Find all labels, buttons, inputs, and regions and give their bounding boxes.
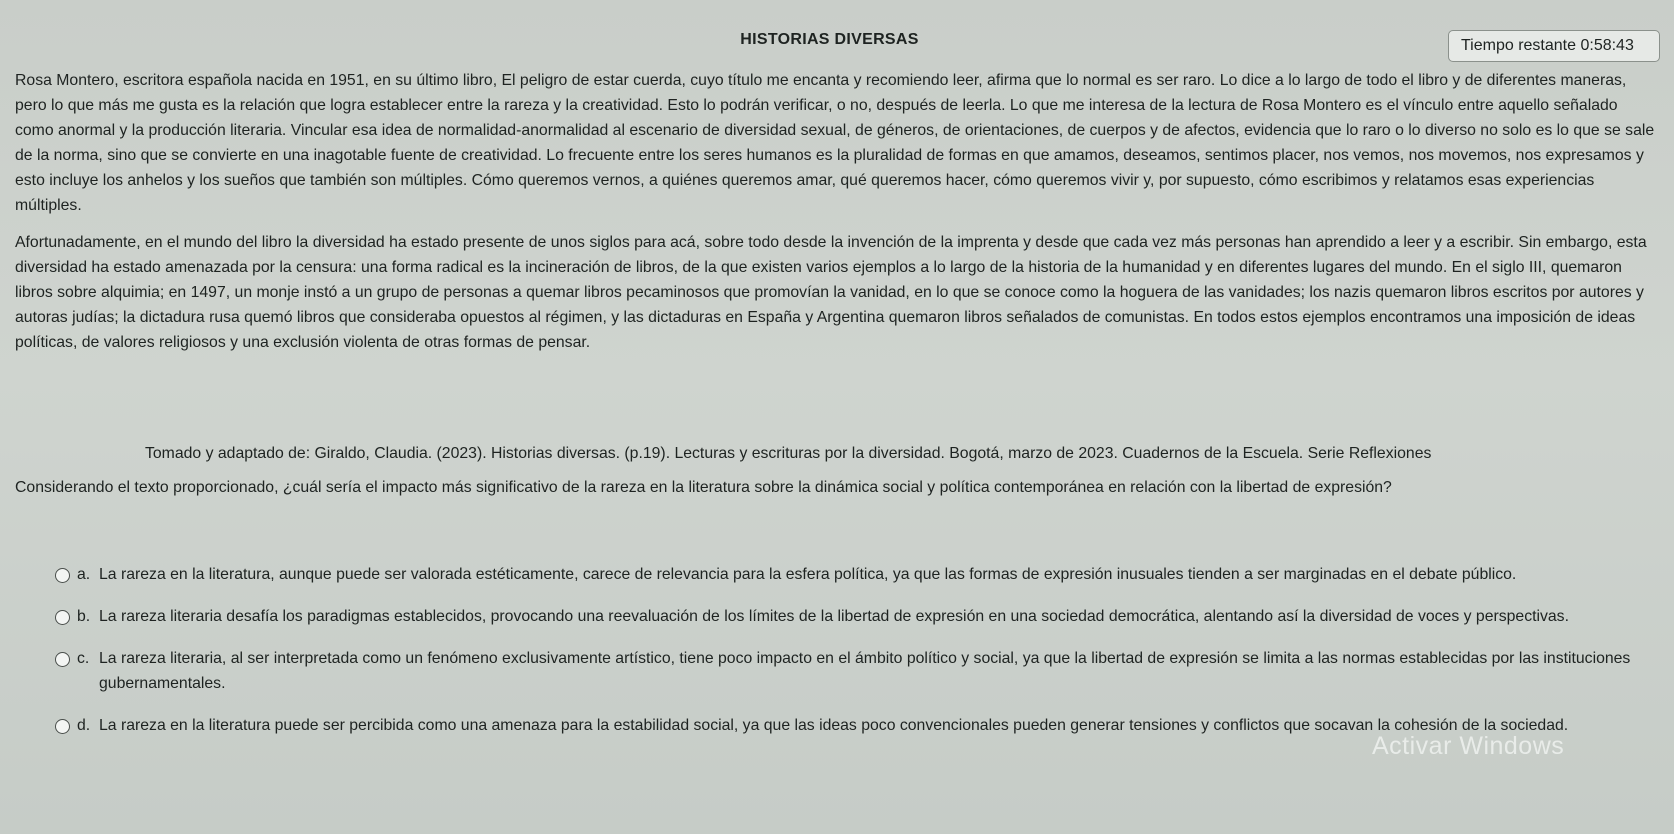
radio-button-d[interactable] (55, 719, 70, 734)
option-text: La rareza literaria desafía los paradigmas establecidos, provocando una reevaluación de los límites de la libertad de expresión en una sociedad democrática, alentando así la diversidad de voces y perspectivas. (99, 608, 1569, 625)
timer-label: Tiempo restante (1461, 37, 1577, 54)
option-a[interactable] (55, 562, 1655, 587)
answer-options (55, 562, 1655, 738)
activation-watermark: Activar Windows (1372, 732, 1565, 760)
question-text: Considerando el texto proporcionado, ¿cuál sería el impacto más significativo de la rareza en la literatura sobre la dinámica social y política contemporánea en relación con la libertad de expresión? (15, 479, 1392, 496)
option-letter: a. (77, 566, 91, 583)
option-text: La rareza en la literatura, aunque puede ser valorada estéticamente, carece de relevancia para la esfera política, ya que las formas de expresión inusuales tienden a ser marginadas en el debate público. (99, 566, 1517, 583)
passage-paragraph-2: Afortunadamente, en el mundo del libro la diversidad ha estado presente de unos siglos para acá, sobre todo desde la invención de la imprenta y desde que cada vez más personas han aprendido a leer y a escribir. Sin embargo, esta diversidad ha estado amenazada por la censura: una forma radical es la incineración de libros, de la que existen varios ejemplos a lo largo de la historia de la humanidad y en diferentes lugares del mundo. En el siglo III, quemaron libros sobre alquimia; en 1497, un monje instó a un grupo de personas a quemar libros pecaminosos que promovían la vanidad, en lo que se conoce como la hoguera de las vanidades; los nazis quemaron libros escritos por autores y autoras judías; la dictadura rusa quemó libros que consideraba opuestos al régimen, y las dictaduras en España y Argentina quemaron libros señalados de comunistas. En todos estos ejemplos encontramos una imposición de ideas políticas, de valores religiosos y una exclusión violenta de otras formas de pensar. (15, 234, 1647, 351)
page-title: HISTORIAS DIVERSAS (740, 31, 919, 48)
option-c[interactable] (55, 646, 1655, 696)
reading-passage (15, 68, 1655, 367)
passage-citation: Tomado y adaptado de: Giraldo, Claudia. (2023). Historias diversas. (p.19). Lecturas y escrituras por la diversidad. Bogotá, marzo de 2023. Cuadernos de la Escuela. Serie Reflexiones (145, 445, 1432, 462)
radio-button-a[interactable] (55, 568, 70, 583)
timer-value: 0:58:43 (1580, 37, 1634, 54)
option-letter: d. (77, 717, 91, 734)
radio-button-b[interactable] (55, 610, 70, 625)
option-text: La rareza en la literatura puede ser percibida como una amenaza para la estabilidad social, ya que las ideas poco convencionales pueden generar tensiones y conflictos que socavan la cohesión de la sociedad. (99, 717, 1569, 734)
option-b[interactable] (55, 604, 1655, 629)
option-text: La rareza literaria, al ser interpretada como un fenómeno exclusivamente artístico, tiene poco impacto en el ámbito político y social, ya que la libertad de expresión se limita a las normas establecidas por las instituciones gubernamentales. (99, 650, 1631, 692)
option-letter: b. (77, 608, 91, 625)
timer-box (1448, 30, 1660, 62)
passage-paragraph-1: Rosa Montero, escritora española nacida en 1951, en su último libro, El peligro de estar cuerda, cuyo título me encanta y recomiendo leer, afirma que lo normal es ser raro. Lo dice a lo largo de todo el libro y de diferentes maneras, pero lo que más me gusta es la relación que logra establecer entre la rareza y la creatividad. Esto lo podrán verificar, o no, después de leerla. Lo que me interesa de la lectura de Rosa Montero es el vínculo entre aquello señalado como anormal y la producción literaria. Vincular esa idea de normalidad-anormalidad al escenario de diversidad sexual, de géneros, de orientaciones, de cuerpos y de afectos, evidencia que lo raro o lo diverso no solo es lo que se sale de la norma, sino que se convierte en una inagotable fuente de creatividad. Lo frecuente entre los seres humanos es la pluralidad de formas en que amamos, deseamos, sentimos placer, nos vemos, nos movemos, nos expresamos y esto incluye los anhelos y los sueños que también son múltiples. Cómo queremos vernos, a quiénes queremos amar, qué queremos hacer, cómo queremos vivir y, por supuesto, cómo escribimos y relatamos esas experiencias múltiples. (15, 72, 1655, 214)
option-letter: c. (77, 650, 90, 667)
radio-button-c[interactable] (55, 652, 70, 667)
